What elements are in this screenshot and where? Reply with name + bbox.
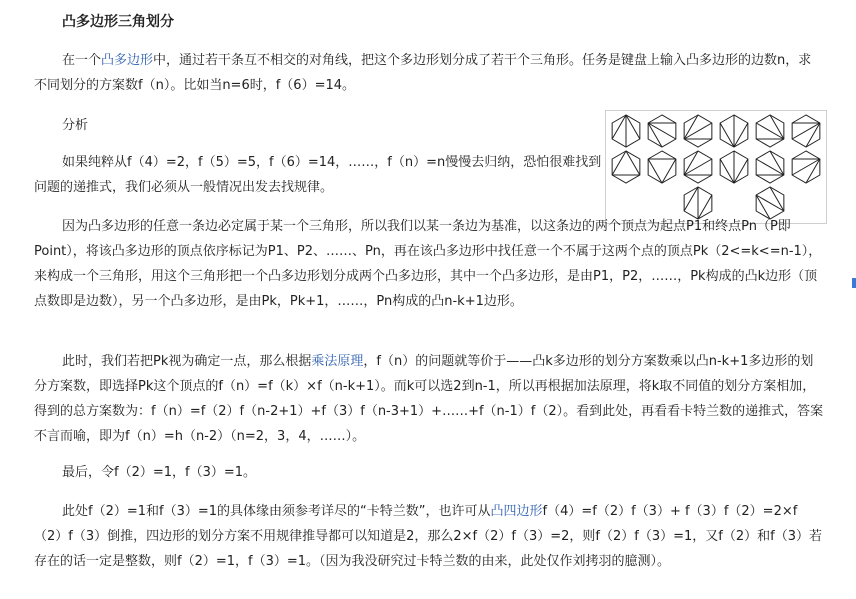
hexagon-triangulation xyxy=(792,151,820,183)
text-segment: 在一个 xyxy=(62,53,102,68)
paragraph-multiplication xyxy=(34,349,824,449)
text-segment: 中，通过若干条互不相交的对角线，把这个多边形划分成了若干个三角形。任务是键盘上输入凸多边形的边数n，求不同划分的方案数f（n）。比如当n=6时，f（6）=14。 xyxy=(34,53,812,93)
hexagon-triangulation xyxy=(792,115,820,147)
hexagon-triangulation xyxy=(612,151,640,183)
hexagon-triangulation xyxy=(648,115,676,147)
paragraph-reasoning xyxy=(34,499,824,574)
text-segment: ，f（n）的问题就等价于——凸k多边形的划分方案数乘以凸n-k+1多边形的划分方案数，即选择Pk这个顶点的f（n）=f（k）×f（n-k+1）。而k可以选2到n-1，所以再根据加法原理，将k取不同值的划分方案相加，得到的总方案数为：f（n）=f（2）f（n-2+1）+f（3）f（n-3+1）+……+f（n-1）f（2）。看到此处，再看看卡特兰数的递推式，答案不言而喻，即为f（n）=h（n-2）（n=2，3，4，……）。 xyxy=(34,354,824,444)
link-convex-polygon[interactable]: 凸多边形 xyxy=(101,53,154,68)
hexagon-triangulation xyxy=(756,151,784,183)
article-title: 凸多边形三角划分 xyxy=(62,14,174,30)
link-convex-quadrilateral[interactable]: 凸四边形 xyxy=(490,504,543,519)
hexagon-triangulation xyxy=(720,151,748,183)
hexagon-triangulation xyxy=(684,115,712,147)
hexagon-triangulation xyxy=(756,115,784,147)
paragraph-analysis-heading: 分析 xyxy=(62,118,89,133)
paragraph-recurrence xyxy=(34,214,824,314)
text-segment: 此处f（2）=1和f（3）=1的具体缘由须参考详尽的“卡特兰数”，也许可从 xyxy=(62,504,491,519)
hexagon-triangulation xyxy=(612,115,640,147)
text-segment: f（4）=f（2）f（3）+ f（3）f（2）=2×f（2）f（3）倒推，四边形的划分方案不用规律推导都可以知道是2，那么2×f（2）f（3）=2，则f（2）f（3）=1，又f（2）和f（3）若存在的话一定是整数，则f（2）=1，f（3）=1。（因为我没研究过卡特兰数的由来，此处仅作刘拷羽的臆测）。 xyxy=(34,504,822,569)
hexagon-triangulation xyxy=(684,151,712,183)
hexagon-triangulation xyxy=(648,151,676,183)
link-multiplication-principle[interactable]: 乘法原理 xyxy=(311,354,364,369)
triangulation-figure xyxy=(605,110,827,224)
paragraph-induction: 如果纯粹从f（4）=2，f（5）=5，f（6）=14，……，f（n）=n慢慢去归纳，恐怕很难找到问题的递推式，我们必须从一般情况出发去找规律。 xyxy=(34,155,602,195)
hexagon-triangulations-image xyxy=(606,111,826,223)
scroll-indicator[interactable] xyxy=(852,278,856,288)
text-segment: 此时，我们若把Pk视为确定一点，那么根据 xyxy=(62,354,312,369)
paragraph-final: 最后，令f（2）=1，f（3）=1。 xyxy=(62,465,257,480)
paragraph-intro xyxy=(34,48,824,98)
hexagon-triangulation xyxy=(720,115,748,147)
text-segment: 因为凸多边形的任意一条边必定属于某一个三角形，所以我们以某一条边为基准，以这条边的两个顶点为起点P1和终点Pn（P即Point），将该凸多边形的顶点依序标记为P1、P2、……、Pn，再在该凸多边形中找任意一个不属于这两个点的顶点Pk（2<=k<=n-1），来构成一个三角形，用这个三角形把一个凸多边形划分成两个凸多边形，其中一个凸多边形，是由P1，P2，……，Pk构成的凸k边形（顶点数即是边数），另一个凸多边形，是由Pk，Pk+1，……，Pn构成的凸n-k+1边形。 xyxy=(34,219,822,309)
